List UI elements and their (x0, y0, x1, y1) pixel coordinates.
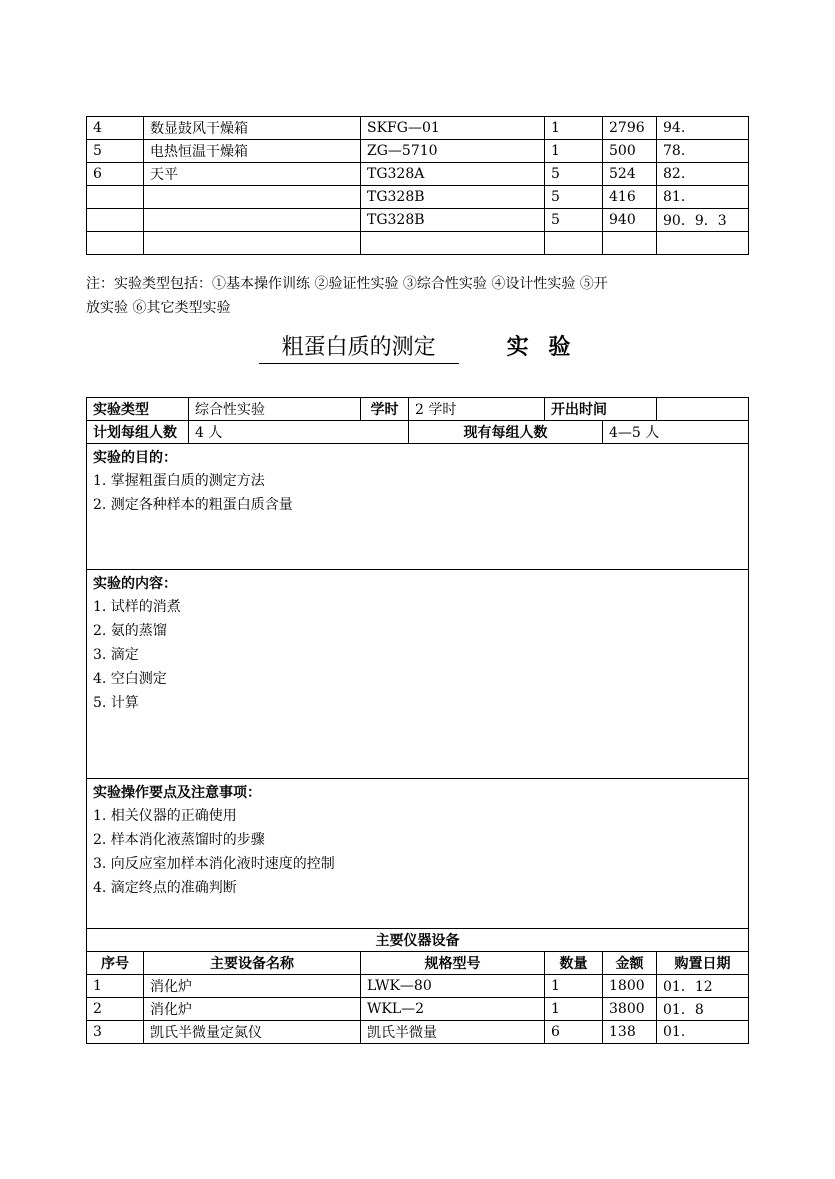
type-value: 综合性实验 (189, 398, 361, 421)
cell-date: 78. (657, 140, 749, 163)
cell-amount (603, 232, 657, 255)
page-title (0, 330, 835, 364)
cell-qty: 1 (545, 998, 603, 1021)
cell-model: 凯氏半微量 (361, 1021, 545, 1044)
purpose-heading: 实验的目的： (93, 450, 177, 466)
cell-date: 01. (657, 1021, 749, 1044)
operation-points-section (87, 779, 749, 929)
cell-name: 天平 (144, 163, 361, 186)
content-item: 4. 空白测定 (93, 671, 167, 687)
cell-model (361, 232, 545, 255)
cell-date: 90．9．3 (657, 209, 749, 232)
cell-amount: 524 (603, 163, 657, 186)
content-item: 2. 氨的蒸馏 (93, 623, 167, 639)
cell-qty: 1 (545, 975, 603, 998)
title-suffix: 实 验 (506, 334, 577, 360)
cell-name: 数显鼓风干燥箱 (144, 117, 361, 140)
col-header-qty: 数量 (545, 952, 603, 975)
cell-name: 凯氏半微量定氮仪 (144, 1021, 361, 1044)
cell-no: 4 (87, 117, 144, 140)
operation-point-item: 4. 滴定终点的准确判断 (93, 880, 237, 896)
cell-date: 94. (657, 117, 749, 140)
cell-qty: 5 (545, 186, 603, 209)
cell-name (144, 232, 361, 255)
col-header-date: 购置日期 (657, 952, 749, 975)
operation-points-heading: 实验操作要点及注意事项： (93, 785, 261, 801)
open-time-value (657, 398, 749, 421)
cell-name (144, 209, 361, 232)
cell-qty: 1 (545, 117, 603, 140)
operation-point-item: 2. 样本消化液蒸馏时的步骤 (93, 832, 265, 848)
cell-no: 2 (87, 998, 144, 1021)
experiment-table (86, 397, 749, 1044)
cell-amount: 138 (603, 1021, 657, 1044)
table-row (87, 163, 749, 186)
cell-model: LWK—80 (361, 975, 545, 998)
cell-amount: 1800 (603, 975, 657, 998)
purpose-section (87, 444, 749, 570)
cell-model: ZG—5710 (361, 140, 545, 163)
operation-point-item: 3. 向反应室加样本消化液时速度的控制 (93, 856, 335, 872)
content-item: 3. 滴定 (93, 647, 139, 663)
cell-amount: 940 (603, 209, 657, 232)
content-item: 5. 计算 (93, 695, 139, 711)
operation-point-item: 1. 相关仪器的正确使用 (93, 808, 237, 824)
open-time-label: 开出时间 (545, 398, 657, 421)
table-row (87, 975, 749, 998)
note-line-1: 注：实验类型包括：①基本操作训练 ②验证性实验 ③综合性实验 ④设计性实验 ⑤开 (86, 276, 608, 292)
planned-group-size-label: 计划每组人数 (87, 421, 189, 444)
experiment-type-note (86, 272, 748, 320)
cell-name (144, 186, 361, 209)
table-row (87, 998, 749, 1021)
col-header-name: 主要设备名称 (144, 952, 361, 975)
equipment-table-continued (86, 116, 749, 255)
content-section (87, 570, 749, 779)
cell-qty: 5 (545, 209, 603, 232)
cell-date: 82. (657, 163, 749, 186)
cell-model: WKL—2 (361, 998, 545, 1021)
cell-no (87, 186, 144, 209)
purpose-item: 1. 掌握粗蛋白质的测定方法 (93, 473, 265, 489)
type-label: 实验类型 (87, 398, 189, 421)
cell-qty: 6 (545, 1021, 603, 1044)
cell-no (87, 209, 144, 232)
col-header-model: 规格型号 (361, 952, 545, 975)
cell-amount: 500 (603, 140, 657, 163)
planned-group-size-value: 4 人 (189, 421, 409, 444)
cell-name: 消化炉 (144, 998, 361, 1021)
table-row (87, 1021, 749, 1044)
cell-model: TG328B (361, 209, 545, 232)
hours-value: 2 学时 (409, 398, 545, 421)
cell-qty: 1 (545, 140, 603, 163)
cell-date (657, 232, 749, 255)
cell-no: 3 (87, 1021, 144, 1044)
experiment-name: 粗蛋白质的测定 (259, 330, 459, 364)
cell-qty: 5 (545, 163, 603, 186)
table-row (87, 186, 749, 209)
cell-amount: 3800 (603, 998, 657, 1021)
cell-date: 81. (657, 186, 749, 209)
cell-name: 电热恒温干燥箱 (144, 140, 361, 163)
cell-amount: 416 (603, 186, 657, 209)
cell-name: 消化炉 (144, 975, 361, 998)
col-header-amount: 金额 (603, 952, 657, 975)
cell-model: TG328B (361, 186, 545, 209)
cell-no: 6 (87, 163, 144, 186)
equipment-heading: 主要仪器设备 (87, 929, 749, 952)
content-item: 1. 试样的消煮 (93, 599, 181, 615)
table-row (87, 140, 749, 163)
cell-date: 01．8 (657, 998, 749, 1021)
cell-qty (545, 232, 603, 255)
table-row (87, 232, 749, 255)
content-heading: 实验的内容： (93, 576, 177, 592)
table-row (87, 117, 749, 140)
cell-model: TG328A (361, 163, 545, 186)
current-group-size-label: 现有每组人数 (409, 421, 603, 444)
cell-model: SKFG—01 (361, 117, 545, 140)
current-group-size-value: 4—5 人 (603, 421, 749, 444)
cell-no: 1 (87, 975, 144, 998)
table-row (87, 209, 749, 232)
cell-date: 01．12 (657, 975, 749, 998)
cell-no (87, 232, 144, 255)
cell-amount: 2796 (603, 117, 657, 140)
hours-label: 学时 (361, 398, 409, 421)
col-header-no: 序号 (87, 952, 144, 975)
cell-no: 5 (87, 140, 144, 163)
purpose-item: 2. 测定各种样本的粗蛋白质含量 (93, 497, 293, 513)
note-line-2: 放实验 ⑥其它类型实验 (86, 300, 231, 316)
